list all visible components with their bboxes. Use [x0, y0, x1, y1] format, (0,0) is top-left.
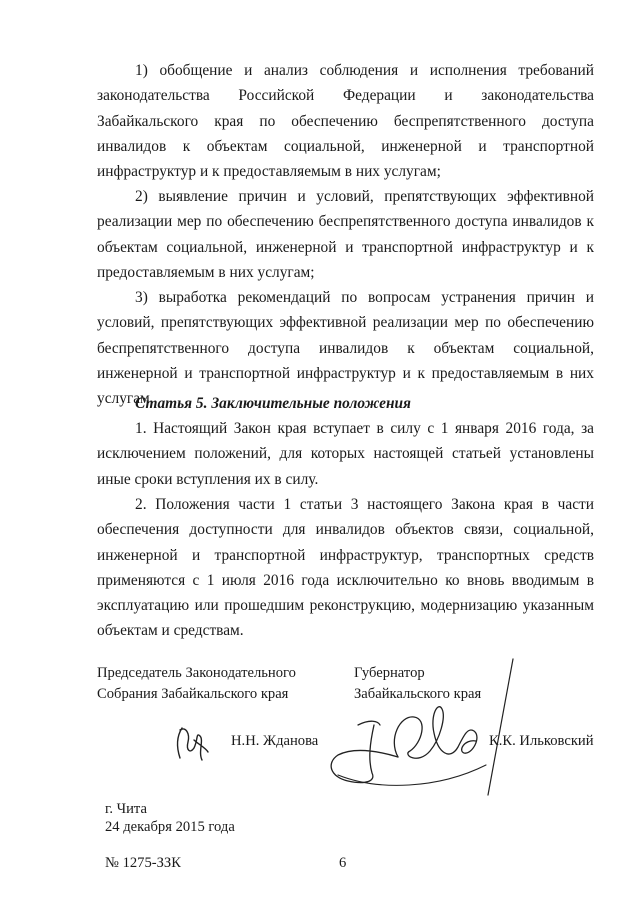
article-heading: Статья 5. Заключительные положения: [135, 395, 411, 412]
left-signatory-title: [97, 663, 296, 705]
left-title-line-1: Председатель Законодательного: [97, 665, 296, 681]
paragraph-item-3: 3) выработка рекомендаций по вопросам устранения причин и условий, препятствующих эффективной реализации мер по обеспечению беспрепятственного доступа инвалидов к объектам социальной, инженерной и транспортной инфраструктур и к предоставляемым в них услугам.: [97, 289, 594, 408]
page-number: 6: [339, 855, 347, 871]
left-handwritten-signature: [168, 718, 218, 768]
signing-place: г. Чита: [105, 801, 147, 817]
right-signatory-name: К.К. Ильковский: [489, 733, 594, 749]
article-paragraph-1: 1. Настоящий Закон края вступает в силу с 1 января 2016 года, за исключением положений, для которых настоящей статьей установлены иные сроки вступления их в силу.: [97, 420, 594, 488]
signing-date: 24 декабря 2015 года: [105, 819, 235, 835]
right-title-line-2: Забайкальского края: [354, 686, 482, 702]
paragraph-item-2: 2) выявление причин и условий, препятствующих эффективной реализации мер по обеспечению беспрепятственного доступа инвалидов к объектам социальной, инженерной и транспортной инфраструктур и к предоставляемым в них услугам;: [97, 188, 594, 281]
right-title-line-1: Губернатор: [354, 665, 425, 681]
left-title-line-2: Собрания Забайкальского края: [97, 686, 289, 702]
article-paragraph-2: 2. Положения части 1 статьи 3 настоящего Закона края в части обеспечения доступности для инвалидов объектов связи, социальной, инженерной и транспортной инфраструктур, транспортных средств применяются с 1 июля 2016 года исключительно ко вновь вводимым в эксплуатацию или прошедшим реконструкцию, модернизацию указанным объектам и средствам.: [97, 496, 594, 640]
paragraph-item-1: 1) обобщение и анализ соблюдения и исполнения требований законодательства Российской Федерации и законодательства Забайкальского края по обеспечению беспрепятственного доступа инвалидов к объектам социальной, инженерной и транспортной инфраструктур и к предоставляемым в них услугам;: [97, 62, 594, 181]
left-signatory-name: Н.Н. Жданова: [231, 733, 319, 749]
right-handwritten-signature: [318, 655, 518, 800]
document-number: № 1275-ЗЗК: [105, 855, 181, 871]
